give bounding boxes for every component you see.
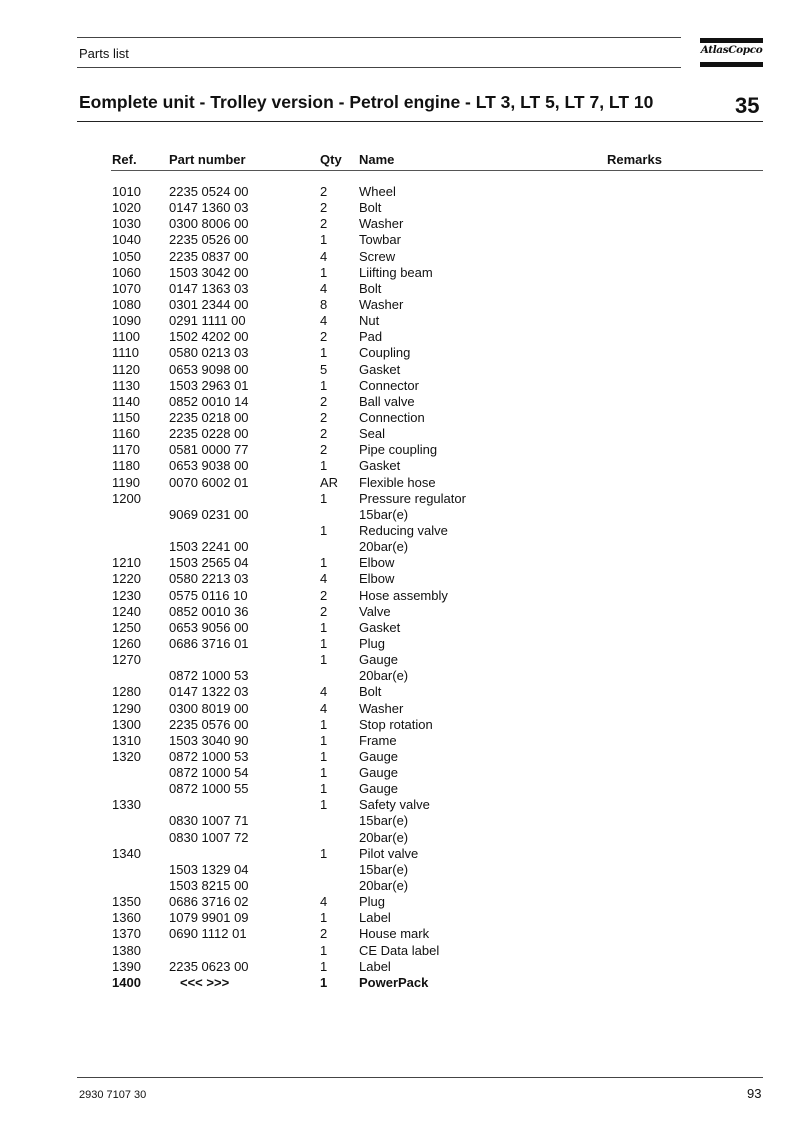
row-name: 20bar(e) [359, 829, 409, 845]
row-name: Ball valve [359, 393, 415, 409]
row-name: Plug [359, 635, 386, 651]
row-name: Gasket [359, 361, 401, 377]
row-name: Gauge [359, 781, 399, 797]
row-part-number: 0575 0116 10 [169, 587, 248, 603]
row-ref: 1280 [112, 684, 141, 700]
row-ref: 1260 [112, 635, 141, 651]
row-ref: 1300 [112, 716, 141, 732]
row-ref: 1100 [112, 329, 140, 345]
row-part-number: 0872 1000 54 [169, 765, 249, 781]
row-name: Seal [359, 426, 386, 442]
table-row [0, 475, 800, 491]
table-row [0, 813, 800, 829]
row-name: Bolt [359, 200, 382, 216]
row-name: Screw [359, 248, 396, 264]
table-row [0, 943, 800, 959]
row-part-number: 0872 1000 55 [169, 781, 249, 797]
row-part-number: 0852 0010 14 [169, 393, 249, 409]
row-part-number: 0653 9038 00 [169, 458, 249, 474]
table-row [0, 329, 800, 345]
row-qty: 1 [320, 345, 328, 361]
row-ref: 1310 [112, 732, 141, 748]
table-row [0, 507, 800, 523]
row-qty: 1 [320, 748, 328, 764]
row-ref: 1400 [112, 974, 141, 990]
row-ref: 1180 [112, 458, 140, 474]
row-ref: 1390 [112, 958, 141, 974]
row-name: Washer [359, 296, 404, 312]
row-qty: 2 [320, 184, 328, 199]
row-part-number: 2235 0524 00 [169, 184, 249, 199]
row-part-number: 0291 1111 00 [169, 313, 246, 329]
row-ref: 1090 [112, 313, 141, 329]
row-part-number: 0147 1322 03 [169, 684, 249, 700]
table-row [0, 765, 800, 781]
row-name: Pilot valve [359, 845, 419, 861]
column-header-name: Name [359, 152, 395, 167]
row-qty: 8 [320, 296, 328, 312]
row-name: Nut [359, 313, 380, 329]
table-row [0, 668, 800, 684]
row-part-number: 0300 8019 00 [169, 700, 249, 716]
table-row [0, 652, 800, 668]
row-ref: 1110 [112, 345, 139, 361]
row-ref: 1230 [112, 587, 141, 603]
row-qty: 1 [320, 635, 328, 651]
table-row [0, 781, 800, 797]
row-qty: 2 [320, 329, 328, 345]
row-ref: 1170 [112, 442, 140, 458]
row-ref: 1040 [112, 232, 141, 248]
table-row [0, 281, 800, 297]
row-part-number: 1503 1329 04 [169, 861, 249, 877]
row-qty: 1 [320, 716, 328, 732]
table-row [0, 200, 800, 216]
section-page-number: 35 [735, 93, 760, 118]
row-qty: 1 [320, 797, 328, 813]
table-row [0, 878, 800, 894]
table-row [0, 523, 800, 539]
row-name: Coupling [359, 345, 411, 361]
table-row [0, 684, 800, 700]
row-ref: 1360 [112, 910, 141, 926]
row-qty: 1 [320, 490, 328, 506]
row-part-number: 2235 0526 00 [169, 232, 249, 248]
table-row [0, 830, 800, 846]
table-row [0, 571, 800, 587]
row-ref: 1130 [112, 377, 140, 393]
table-row [0, 426, 800, 442]
row-name: Gauge [359, 748, 399, 764]
row-qty: AR [320, 474, 339, 490]
row-qty: 4 [320, 684, 328, 700]
row-name: Connection [359, 409, 425, 425]
row-name: Washer [359, 216, 404, 232]
row-ref: 1370 [112, 926, 141, 942]
row-name: 15bar(e) [359, 813, 409, 829]
table-row [0, 345, 800, 361]
row-qty: 4 [320, 571, 328, 587]
row-part-number: 2235 0218 00 [169, 409, 249, 425]
row-name: Stop rotation [359, 716, 433, 732]
row-name: Washer [359, 700, 404, 716]
row-name: 15bar(e) [359, 861, 409, 877]
row-ref: 1080 [112, 296, 141, 312]
row-ref: 1210 [112, 555, 141, 571]
row-qty: 1 [320, 942, 328, 958]
row-ref: 1060 [112, 264, 141, 280]
atlas-copco-logo [700, 38, 763, 67]
row-qty: 2 [320, 216, 328, 232]
row-part-number: 2235 0837 00 [169, 248, 249, 264]
row-ref: 1190 [112, 474, 140, 490]
row-part-number: 2235 0228 00 [169, 426, 249, 442]
row-qty: 4 [320, 248, 328, 264]
row-name: Connector [359, 377, 419, 393]
row-name: Hose assembly [359, 587, 448, 603]
row-qty: 2 [320, 926, 328, 942]
row-part-number: 0852 0010 36 [169, 603, 249, 619]
footer-rule [77, 1077, 763, 1078]
row-name: Wheel [359, 184, 396, 199]
row-name: Bolt [359, 280, 382, 296]
row-qty: 2 [320, 587, 328, 603]
row-name: 20bar(e) [359, 878, 409, 894]
column-header-ref: Ref. [112, 152, 137, 167]
row-part-number: 2235 0623 00 [169, 958, 249, 974]
row-qty: 1 [320, 232, 328, 248]
table-row [0, 394, 800, 410]
row-name: Gauge [359, 765, 399, 781]
page-title: Eomplete unit - Trolley version - Petrol engine - LT 3, LT 5, LT 7, LT 10 [79, 92, 654, 112]
table-row [0, 846, 800, 862]
row-part-number: 0872 1000 53 [169, 668, 249, 684]
row-part-number: 2235 0576 00 [169, 716, 249, 732]
table-row [0, 604, 800, 620]
table-row [0, 894, 800, 910]
row-ref: 1320 [112, 748, 141, 764]
row-qty: 2 [320, 603, 328, 619]
table-row [0, 733, 800, 749]
row-ref: 1020 [112, 200, 141, 216]
logo-text: AtlasCopco [700, 44, 763, 56]
row-qty: 1 [320, 910, 328, 926]
row-qty: 4 [320, 894, 328, 910]
row-qty: 1 [320, 619, 328, 635]
row-qty: 1 [320, 958, 328, 974]
row-qty: 1 [320, 458, 328, 474]
row-name: Towbar [359, 232, 401, 248]
table-row [0, 265, 800, 281]
row-qty: 4 [320, 700, 328, 716]
header-rule [111, 170, 763, 171]
row-name: House mark [359, 926, 430, 942]
row-part-number: 0581 0000 77 [169, 442, 249, 458]
table-row [0, 862, 800, 878]
table-row [0, 378, 800, 394]
row-ref: 1330 [112, 797, 141, 813]
row-qty: 2 [320, 442, 328, 458]
row-qty: 1 [320, 974, 328, 990]
table-row [0, 555, 800, 571]
row-name: Elbow [359, 571, 395, 587]
row-part-number: 0686 3716 01 [169, 635, 249, 651]
column-header-remarks: Remarks [607, 152, 662, 167]
row-qty: 2 [320, 200, 328, 216]
document-number: 2930 7107 30 [79, 1089, 147, 1101]
row-part-number: 9069 0231 00 [169, 506, 249, 522]
row-ref: 1010 [112, 184, 141, 199]
row-qty: 2 [320, 426, 328, 442]
row-qty: 1 [320, 264, 328, 280]
row-part-number: 0147 1363 03 [169, 280, 249, 296]
row-qty: 1 [320, 652, 328, 668]
row-ref: 1240 [112, 603, 141, 619]
row-part-number: 0830 1007 71 [169, 813, 249, 829]
table-row [0, 297, 800, 313]
table-row [0, 588, 800, 604]
row-ref: 1270 [112, 652, 141, 668]
row-ref: 1070 [112, 280, 141, 296]
row-ref: 1340 [112, 845, 141, 861]
table-row [0, 249, 800, 265]
row-ref: 1050 [112, 248, 141, 264]
table-row [0, 926, 800, 942]
parts-table [0, 184, 800, 991]
table-row [0, 362, 800, 378]
row-part-number: 1079 9901 09 [169, 910, 249, 926]
row-part-number: 0872 1000 53 [169, 748, 249, 764]
row-name: Valve [359, 603, 391, 619]
column-header-qty: Qty [320, 152, 342, 167]
row-part-number: 1503 2565 04 [169, 555, 249, 571]
table-row [0, 442, 800, 458]
row-ref: 1150 [112, 409, 140, 425]
table-row [0, 975, 800, 991]
row-name: Pressure regulator [359, 490, 466, 506]
row-name: Flexible hose [359, 474, 436, 490]
row-qty: 1 [320, 732, 328, 748]
row-name: Safety valve [359, 797, 430, 813]
row-qty: 2 [320, 393, 328, 409]
row-name: 20bar(e) [359, 539, 409, 555]
row-name: CE Data label [359, 942, 440, 958]
row-ref: 1220 [112, 571, 141, 587]
row-name: Gasket [359, 619, 401, 635]
table-row [0, 216, 800, 232]
row-name: Pad [359, 329, 383, 345]
table-row [0, 701, 800, 717]
row-name: Bolt [359, 684, 382, 700]
table-row [0, 910, 800, 926]
row-part-number: 0070 6002 01 [169, 474, 249, 490]
table-row [0, 458, 800, 474]
row-name: Gasket [359, 458, 401, 474]
table-row [0, 184, 800, 200]
row-qty: 1 [320, 377, 328, 393]
row-part-number: 0830 1007 72 [169, 829, 249, 845]
logo-bar-bottom [700, 62, 763, 67]
row-name: Gauge [359, 652, 399, 668]
header-top-rule [77, 37, 681, 38]
row-qty: 4 [320, 313, 328, 329]
table-row [0, 749, 800, 765]
table-row [0, 636, 800, 652]
row-qty: 4 [320, 280, 328, 296]
title-rule [77, 121, 763, 122]
row-ref: 1250 [112, 619, 141, 635]
row-part-number: 0580 2213 03 [169, 571, 249, 587]
row-ref: 1140 [112, 393, 140, 409]
row-part-number: 0580 0213 03 [169, 345, 249, 361]
table-row [0, 232, 800, 248]
row-name: Frame [359, 732, 397, 748]
row-part-number: 0653 9098 00 [169, 361, 249, 377]
row-ref: 1290 [112, 700, 141, 716]
row-part-number: 0653 9056 00 [169, 619, 249, 635]
row-name: Pipe coupling [359, 442, 438, 458]
row-part-number: 1503 2241 00 [169, 539, 249, 555]
table-row [0, 410, 800, 426]
row-name: Liifting beam [359, 264, 433, 280]
row-qty: 1 [320, 522, 328, 538]
row-name: PowerPack [359, 974, 429, 990]
column-header-part-number: Part number [169, 152, 246, 167]
row-name: Label [359, 910, 391, 926]
row-part-number: 1503 3042 00 [169, 264, 249, 280]
table-row [0, 797, 800, 813]
row-ref: 1030 [112, 216, 141, 232]
row-name: 15bar(e) [359, 506, 409, 522]
row-part-number: 1503 2963 01 [169, 377, 249, 393]
row-qty: 1 [320, 781, 328, 797]
row-ref: 1380 [112, 942, 141, 958]
table-row [0, 491, 800, 507]
row-part-number: 0690 1112 01 [169, 926, 247, 942]
row-qty: 5 [320, 361, 328, 377]
row-name: Plug [359, 894, 386, 910]
row-name: 20bar(e) [359, 668, 409, 684]
row-part-number: 0300 8006 00 [169, 216, 249, 232]
table-row [0, 620, 800, 636]
table-row [0, 959, 800, 975]
row-part-number: 0147 1360 03 [169, 200, 249, 216]
row-name: Label [359, 958, 391, 974]
row-ref: 1350 [112, 894, 141, 910]
footer-page-number: 93 [747, 1086, 762, 1101]
row-qty: 1 [320, 765, 328, 781]
row-qty: 1 [320, 845, 328, 861]
row-ref: 1160 [112, 426, 140, 442]
row-part-number: 1503 8215 00 [169, 878, 249, 894]
logo-bar-top [700, 38, 763, 43]
row-ref: 1200 [112, 490, 141, 506]
row-part-number: 1503 3040 90 [169, 732, 249, 748]
row-name: Elbow [359, 555, 395, 571]
row-qty: 2 [320, 409, 328, 425]
row-ref: 1120 [112, 361, 140, 377]
header-bottom-rule [77, 67, 681, 68]
row-name: Reducing valve [359, 522, 448, 538]
row-part-number: <<< >>> [180, 974, 230, 990]
section-label: Parts list [79, 46, 129, 61]
row-part-number: 0686 3716 02 [169, 894, 249, 910]
table-row [0, 539, 800, 555]
row-qty: 1 [320, 555, 328, 571]
row-part-number: 1502 4202 00 [169, 329, 249, 345]
table-row [0, 313, 800, 329]
row-part-number: 0301 2344 00 [169, 296, 249, 312]
table-row [0, 717, 800, 733]
